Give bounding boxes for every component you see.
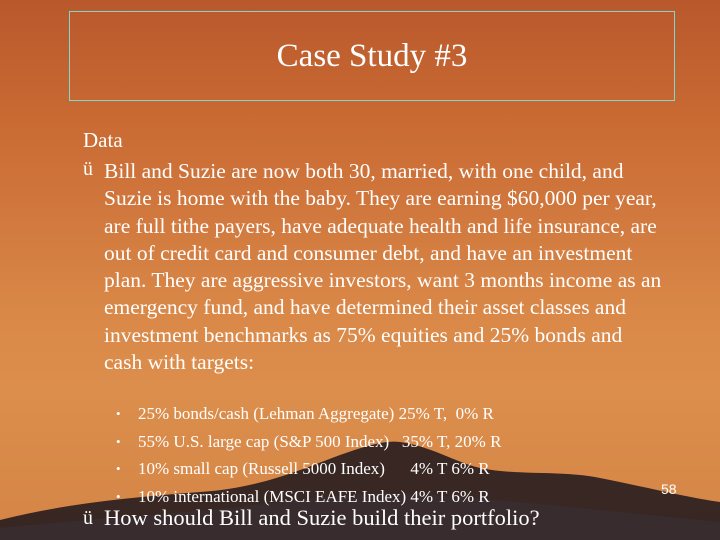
- title-box: [69, 11, 675, 101]
- bullet-icon: •: [116, 488, 121, 504]
- list-item: • 25% bonds/cash (Lehman Aggregate) 25% T, 0% R: [116, 400, 501, 428]
- page-number: 58: [661, 481, 677, 497]
- checkmark-icon: ü: [83, 158, 93, 180]
- targets-list: [116, 400, 501, 510]
- section-label: Data: [83, 128, 123, 152]
- checkmark-icon: ü: [83, 507, 93, 529]
- list-item: • 10% small cap (Russell 5000 Index) 4% T 6% R: [116, 455, 501, 483]
- list-item: • 55% U.S. large cap (S&P 500 Index) 35% T, 20% R: [116, 428, 501, 456]
- bullet-icon: •: [116, 461, 121, 476]
- bullet-main: Bill and Suzie are now both 30, married, with one child, and Suzie is home with the baby. They are earning $60,000 per year, are full tithe payers, have adequate health and life insurance, are out of credit card and consumer debt, and have an investment plan. They are aggressive investors, want 3 months income as an emergency fund, and have determined their asset classes and investment benchmarks as 75% equities and 25% bonds and cash with targets:: [104, 159, 662, 375]
- bullet-icon: •: [116, 433, 121, 449]
- list-item: • 10% international (MSCI EAFE Index) 4% T 6% R: [116, 483, 501, 511]
- question-text: How should Bill and Suzie build their portfolio?: [104, 505, 540, 530]
- bullet-icon: •: [116, 406, 121, 421]
- slide-title: Case Study #3: [276, 37, 468, 74]
